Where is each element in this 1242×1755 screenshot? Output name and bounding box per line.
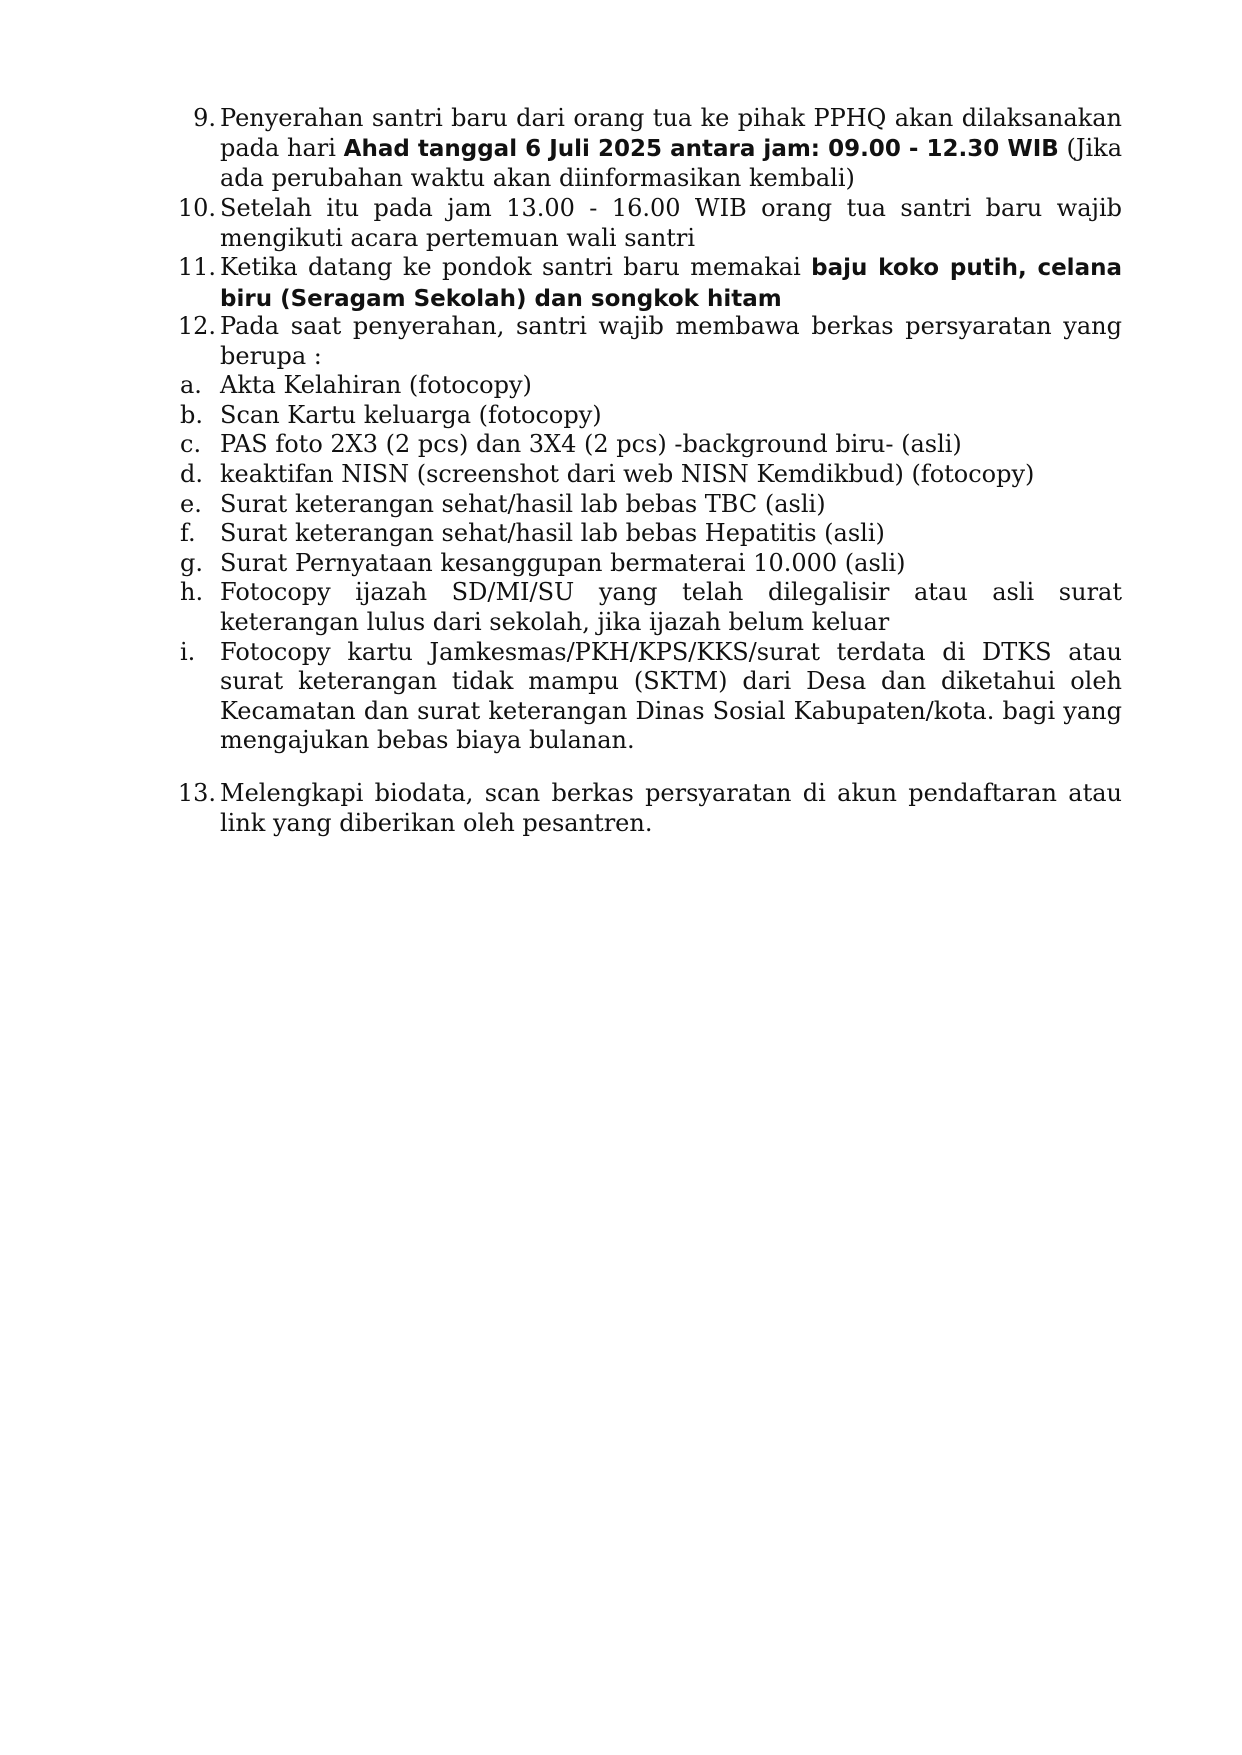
list-item-9 xyxy=(160,104,1122,194)
list-item: f. Surat keterangan sehat/hasil lab bebas Hepatitis (asli) xyxy=(180,519,885,548)
list-item: i. Fotocopy kartu Jamkesmas/PKH/KPS/KKS/surat terdata di DTKS atau surat keterangan tidak mampu (SKTM) dari Desa dan diketahui oleh Kecamatan dan surat keterangan Dinas Sosial Kabupaten/kota. bagi yang mengajukan bebas biaya bulanan. xyxy=(180,637,1122,755)
item-number: 13. xyxy=(177,779,216,807)
list-item: c. PAS foto 2X3 (2 pcs) dan 3X4 (2 pcs) -background biru- (asli) xyxy=(180,430,962,459)
list-item-12 xyxy=(160,312,1122,756)
list-item: e. Surat keterangan sehat/hasil lab bebas TBC (asli) xyxy=(180,489,826,518)
item-number: 9. xyxy=(193,104,216,132)
list-item-10 xyxy=(160,194,1122,253)
requirements-list xyxy=(160,371,1122,756)
item-text: Melengkapi biodata, scan berkas persyaratan di akun pendaftaran atau link yang diberikan oleh pesantren. xyxy=(220,779,1122,837)
item-text: Pada saat penyerahan, santri wajib membawa berkas persyaratan yang berupa : a. Akta Kelahiran (fotocopy) b. Scan Kartu keluarga (fotocopy) c. PAS foto 2X3 (2 pcs) dan 3X4 (2 pcs) -background biru- (asli) d. keaktifan NISN (screenshot dari web NISN Kemdikbud) (fotocopy) e. Surat keterangan sehat/hasil lab bebas TBC (asli) f. Surat keterangan sehat/hasil lab bebas Hepatitis (asli) g. Surat Pernyataan kesanggupan bermaterai 10.000 (asli) h. Fotocopy ijazah SD/MI/SU yang telah dilegalisir atau asli surat keterangan lulus dari sekolah, jika ijazah belum keluar i. Fotocopy kartu Jamkesmas/PKH/KPS/KKS/surat terdata di DTKS atau surat keterangan tidak mampu (SKTM) dari Desa dan diketahui oleh Kecamatan dan surat keterangan Dinas Sosial Kabupaten/kota. bagi yang mengajukan bebas biaya bulanan. xyxy=(220,312,1122,756)
list-item: g. Surat Pernyataan kesanggupan bermaterai 10.000 (asli) xyxy=(180,548,906,577)
item-text: Ketika datang ke pondok santri baru memakai baju koko putih, celana biru (Seragam Sekolah) dan songkok hitam xyxy=(220,253,1122,312)
list-item: d. keaktifan NISN (screenshot dari web NISN Kemdikbud) (fotocopy) xyxy=(180,459,1035,488)
bold-text: baju koko putih, celana biru (Seragam Sekolah) dan songkok hitam xyxy=(220,255,1122,312)
item-number: 10. xyxy=(177,194,216,222)
item-number: 11. xyxy=(177,253,216,281)
list-item: b. Scan Kartu keluarga (fotocopy) xyxy=(180,400,602,429)
list-item: a. Akta Kelahiran (fotocopy) xyxy=(180,371,532,400)
list-item-13 xyxy=(160,779,1122,838)
item-number: 12. xyxy=(177,312,216,340)
bold-text: Ahad tanggal 6 Juli 2025 antara jam: 09.00 - 12.30 WIB xyxy=(343,135,1059,162)
list-item-11 xyxy=(160,253,1122,314)
item-text: Setelah itu pada jam 13.00 - 16.00 WIB orang tua santri baru wajib mengikuti acara pertemuan wali santri xyxy=(220,194,1122,252)
list-item: h. Fotocopy ijazah SD/MI/SU yang telah dilegalisir atau asli surat keterangan lulus dari sekolah, jika ijazah belum keluar xyxy=(180,578,1122,636)
item-text: Penyerahan santri baru dari orang tua ke pihak PPHQ akan dilaksanakan pada hari Ahad tanggal 6 Juli 2025 antara jam: 09.00 - 12.30 WIB (Jika ada perubahan waktu akan diinformasikan kembali) xyxy=(220,104,1122,193)
